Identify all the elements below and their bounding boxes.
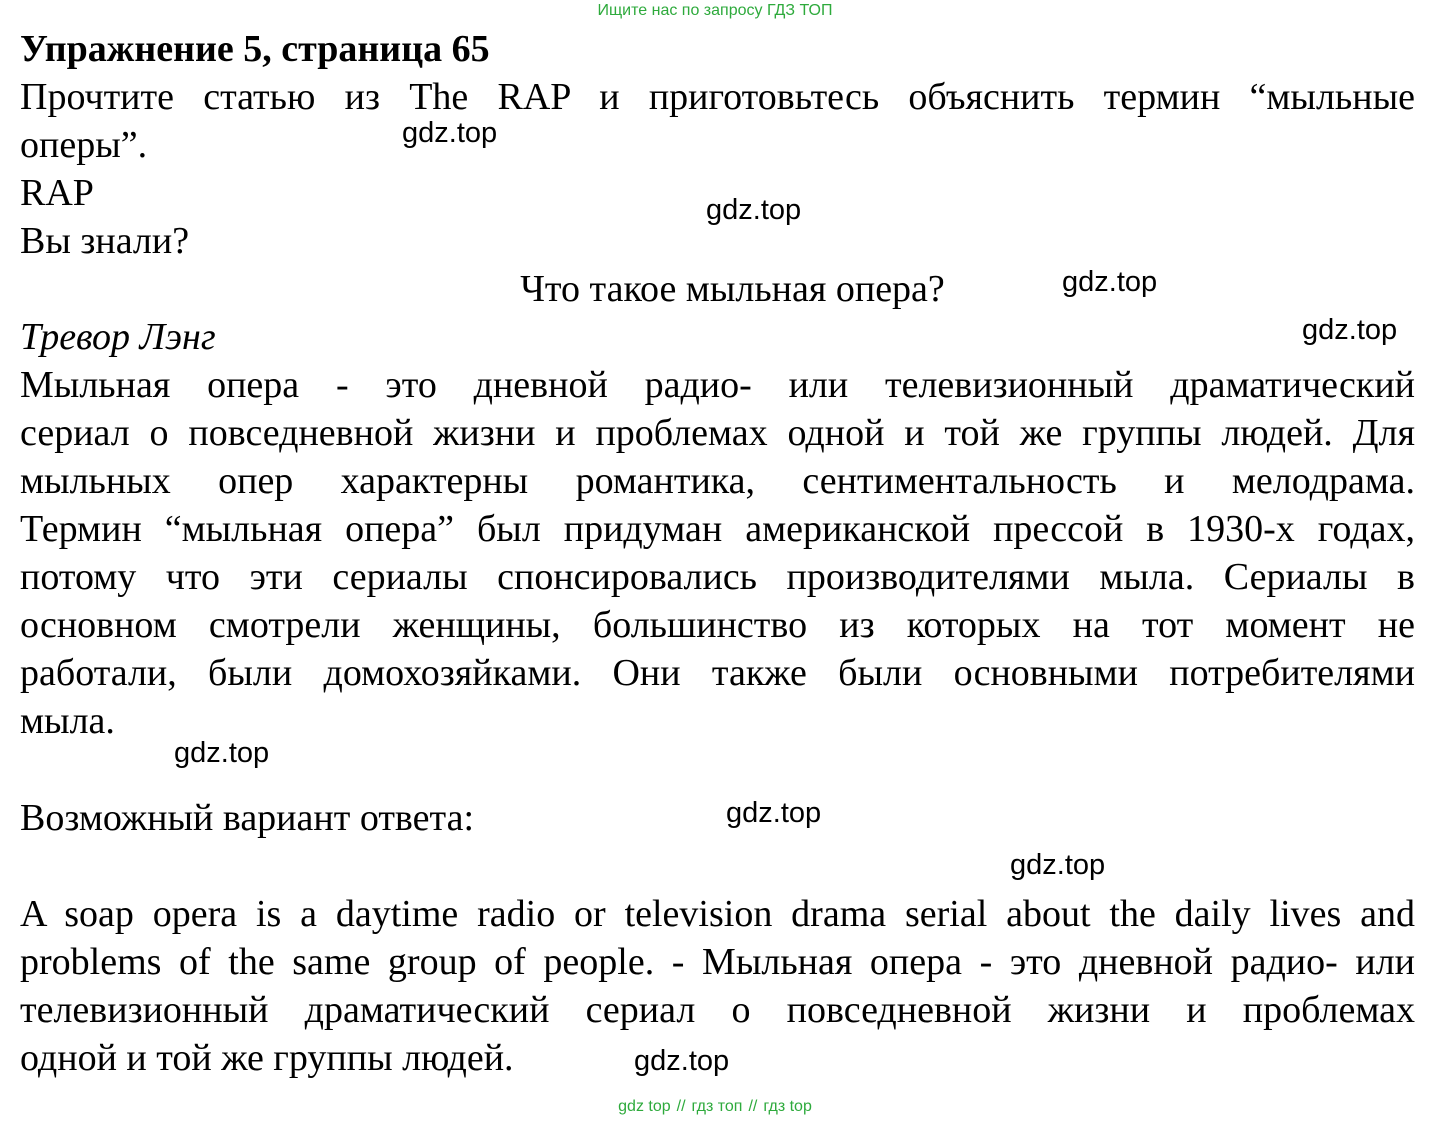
answer-line: одной и той же группы людей. (20, 1037, 514, 1079)
watermark: gdz.top (706, 194, 802, 226)
watermark: gdz.top (174, 737, 270, 769)
article-line: потому что эти сериалы спонсировались производителями мыла. Сериалы в (20, 556, 1415, 598)
article-line: мыла. (20, 700, 115, 742)
task-text-line-1: Прочтите статью из The RAP и приготовьтесь объяснить термин “мыльные (20, 76, 1415, 118)
bottom-banner-separator: // (748, 1098, 758, 1115)
watermark: gdz.top (1302, 314, 1398, 346)
article-author: Тревор Лэнг (20, 316, 216, 358)
watermark: gdz.top (726, 797, 822, 829)
article-line: основном смотрели женщины, большинство из которых на тот момент не (20, 604, 1415, 646)
article-line: сериал о повседневной жизни и проблемах одной и той же группы людей. Для (20, 412, 1415, 454)
article-line: Мыльная опера - это дневной радио- или телевизионный драматический (20, 364, 1415, 406)
bottom-banner-text: гдз top (763, 1098, 812, 1115)
answer-label: Возможный вариант ответа: (20, 797, 475, 839)
bottom-banner (0, 1098, 1430, 1116)
did-you-know-label: Вы знали? (20, 220, 190, 262)
watermark: gdz.top (634, 1045, 730, 1077)
rap-label: RAP (20, 172, 94, 214)
watermark: gdz.top (402, 117, 498, 149)
article-line: работали, были домохозяйками. Они также были основными потребителями (20, 652, 1415, 694)
bottom-banner-text: gdz top (618, 1098, 671, 1115)
bottom-banner-text: гдз топ (691, 1098, 743, 1115)
answer-line: A soap opera is a daytime radio or television drama serial about the daily lives and (20, 893, 1415, 935)
answer-line: телевизионный драматический сериал о повседневной жизни и проблемах (20, 989, 1415, 1031)
article-heading: Что такое мыльная опера? (520, 268, 945, 310)
watermark: gdz.top (1010, 849, 1106, 881)
watermark: gdz.top (1062, 266, 1158, 298)
top-search-banner: Ищите нас по запросу ГДЗ ТОП (597, 2, 833, 19)
article-line: Термин “мыльная опера” был придуман американской прессой в 1930-х годах, (20, 508, 1415, 550)
answer-line: problems of the same group of people. - Мыльная опера - это дневной радио- или (20, 941, 1415, 983)
article-line: мыльных опер характерны романтика, сентиментальность и мелодрама. (20, 460, 1415, 502)
bottom-banner-separator: // (676, 1098, 686, 1115)
exercise-title: Упражнение 5, страница 65 (20, 28, 490, 70)
task-text-line-2: оперы”. (20, 124, 148, 166)
